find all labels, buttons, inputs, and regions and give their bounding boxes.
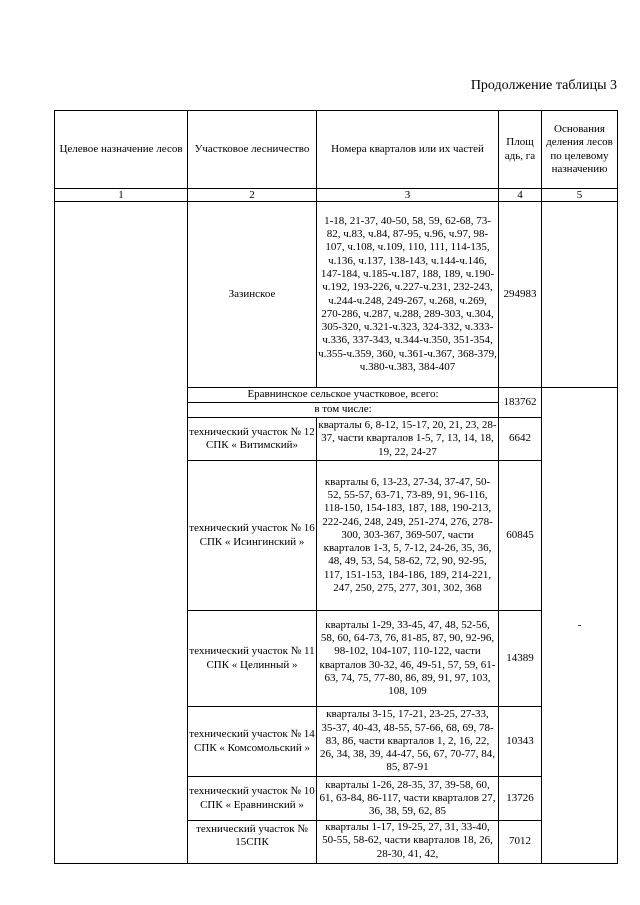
including-label: в том числе: [188,403,499,418]
area-cell: 14389 [499,611,542,707]
col-number-3: 3 [317,189,499,202]
col-number-5: 5 [542,189,618,202]
quarters-cell: кварталы 3-15, 17-21, 23-25, 27-33, 35-37, 40-43, 48-55, 57-66, 68, 69, 78-83, 86, части кварталов 1, 2, 16, 22, 26, 34, 38, 39, 44-47, 56, 67, 70-77, 84, 85, 87-91 [317,707,499,777]
area-cell: 13726 [499,777,542,821]
purpose-cell-empty [55,202,188,864]
forestry-cell: технический участок № 11 СПК « Целинный » [188,611,317,707]
forestry-cell: Зазинское [188,202,317,388]
quarters-cell: 1-18, 21-37, 40-50, 58, 59, 62-68, 73-82, ч.83, ч.84, 87-95, ч.96, ч.97, 98-107, ч.108, ч.109, 110, 111, 114-135, ч.136, ч.137, 138-143, ч.144-ч.146, 147-184, ч.185-ч.187, 188, 189, ч.190-ч.192, 193-226, ч.227-ч.231, 232-243, ч.244-ч.248, 249-267, ч.268, ч.269, 270-286, ч.287, ч.288, 289-303, ч.304, 305-320, ч.321-ч.323, 324-332, ч.333-ч.336, 337-343, ч.344-ч.350, 351-354, ч.355-ч.359, 360, ч.361-ч.367, 368-379, ч.380-ч.383, 384-407 [317,202,499,388]
area-cell: 6642 [499,418,542,461]
table-row-zazinskoe [55,202,618,388]
quarters-cell: кварталы 1-26, 28-35, 37, 39-58, 60, 61, 63-84, 86-117, части кварталов 27, 36, 38, 59, 62, 85 [317,777,499,821]
area-cell: 60845 [499,461,542,611]
basis-dash: - [542,388,618,864]
column-number-row [55,189,618,202]
header-purpose: Целевое назначение лесов [55,111,188,189]
forestry-cell: технический участок № 10 СПК « Еравнинский » [188,777,317,821]
header-area: Площ адь, га [499,111,542,189]
quarters-cell: кварталы 1-17, 19-25, 27, 31, 33-40, 50-55, 58-62, части кварталов 18, 26, 28-30, 41, 42, [317,821,499,864]
header-basis: Основания деления лесов по целевому назначению [542,111,618,189]
quarters-cell: кварталы 6, 13-23, 27-34, 37-47, 50-52, 55-57, 63-71, 73-89, 91, 96-116, 118-150, 154-183, 187, 188, 190-213, 222-246, 248, 249, 251-274, 276, 278-300, 303-367, 369-507, части кварталов 1-3, 5, 7-12, 24-26, 35, 36, 48, 49, 53, 54, 58-62, 72, 90, 92-95, 117, 151-153, 184-186, 189, 214-221, 247, 250, 275, 277, 301, 302, 368 [317,461,499,611]
forest-table [54,110,618,864]
header-quarters: Номера кварталов или их частей [317,111,499,189]
forestry-cell: технический участок № 15СПК [188,821,317,864]
header-forestry: Участковое лесничество [188,111,317,189]
forestry-cell: технический участок № 12 СПК « Витимский» [188,418,317,461]
quarters-cell: кварталы 1-29, 33-45, 47, 48, 52-56, 58, 60, 64-73, 76, 81-85, 87, 90, 92-96, 98-102, 104-107, 110-122, части кварталов 30-32, 46, 49-51, 57, 59, 61-63, 74, 75, 77-80, 86, 89, 91, 97, 103, 108, 109 [317,611,499,707]
basis-cell-empty [542,202,618,388]
area-cell: 294983 [499,202,542,388]
col-number-1: 1 [55,189,188,202]
continuation-caption: Продолжение таблицы 3 [470,78,617,93]
eravninskoe-label: Еравнинское сельское участковое, всего: [188,388,499,403]
area-cell: 10343 [499,707,542,777]
col-number-2: 2 [188,189,317,202]
forestry-cell: технический участок № 14 СПК « Комсомольский » [188,707,317,777]
eravninskoe-area: 183762 [499,388,542,418]
area-cell: 7012 [499,821,542,864]
col-number-4: 4 [499,189,542,202]
quarters-cell: кварталы 6, 8-12, 15-17, 20, 21, 23, 28-37, части кварталов 1-5, 7, 13, 14, 18, 19, 22, 24-27 [317,418,499,461]
forestry-cell: технический участок № 16 СПК « Исингинский » [188,461,317,611]
table-header-row [55,111,618,189]
